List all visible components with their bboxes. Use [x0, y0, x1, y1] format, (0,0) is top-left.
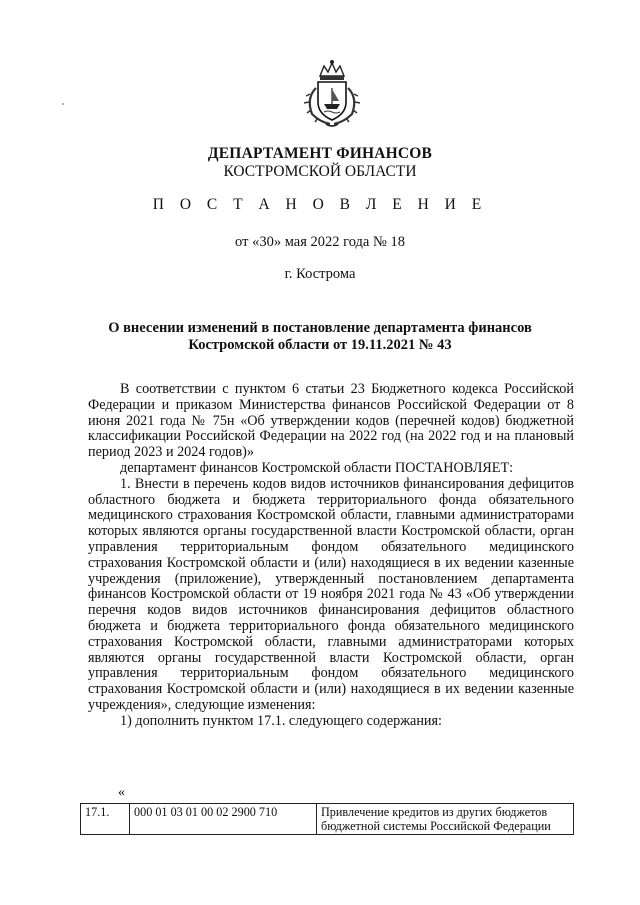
name-cell: Привлечение кредитов из других бюджетов бюджетной системы Российской Федерации — [317, 804, 574, 835]
scan-speck — [62, 103, 64, 105]
preamble-paragraph: В соответствии с пунктом 6 статьи 23 Бюджетного кодекса Российской Федерации и приказом Министерства финансов Российской Федерации от 8 июня 2021 года № 75н «Об утверждении кодов (перечней кодов) бюджетной классификации Российской Федерации на 2022 год (на 2022 год и на плановый период 2023 и 2024 годов)» — [88, 381, 574, 461]
opening-quote-mark: « — [118, 785, 125, 800]
document-subject — [0, 320, 640, 354]
resolution-paragraph: департамент финансов Костромской области ПОСТАНОВЛЯЕТ: — [120, 459, 514, 476]
clause-1-paragraph: 1. Внести в перечень кодов видов источников финансирования дефицитов областного бюджета и бюджета территориального фонда обязательного медицинского страхования Костромской области, главными администраторами которых являются органы государственной власти Костромской области, орган управления территориальным фондом обязательного медицинского страхования Костромской области и (или) находящиеся в их ведении казенные учреждения (приложение), утвержденный постановлением департамента финансов Костромской области от 19 ноября 2021 года № 43 «Об утверждении перечня кодов видов источников финансирования дефицитов областного бюджета и бюджета территориального фонда обязательного медицинского страхования Костромской области, главными администраторами которых являются органы государственной власти Костромской области, орган управления территориальным фондом обязательного медицинского страхования Костромской области и (или) находящиеся в их ведении казенные учреждения», следующие изменения: — [88, 475, 574, 713]
subject-line-1: О внесении изменений в постановление департамента финансов — [108, 320, 532, 336]
department-title: ДЕПАРТАМЕНТ ФИНАНСОВ — [207, 145, 433, 162]
subclause-1-paragraph: 1) дополнить пунктом 17.1. следующего содержания: — [120, 712, 442, 729]
document-date-number: от «30» мая 2022 года № 18 — [235, 234, 405, 250]
code-cell: 000 01 03 01 00 02 2900 710 — [130, 804, 317, 835]
subject-line-2: Костромской области от 19.11.2021 № 43 — [188, 337, 452, 353]
codes-table — [80, 803, 574, 835]
table-row — [81, 804, 574, 835]
document-city: г. Кострома — [284, 266, 356, 282]
coat-of-arms-icon — [296, 58, 368, 130]
document-type: П О С Т А Н О В Л Е Н И Е — [152, 196, 488, 213]
department-region: КОСТРОМСКОЙ ОБЛАСТИ — [223, 163, 417, 180]
row-number-cell: 17.1. — [81, 804, 130, 835]
document-body — [88, 382, 574, 730]
